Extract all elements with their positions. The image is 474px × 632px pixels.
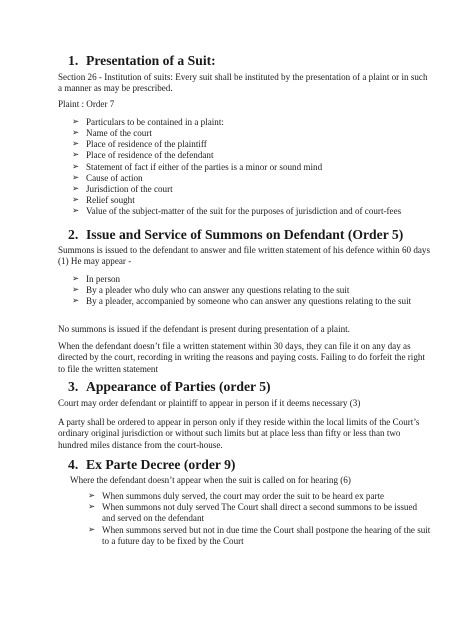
section-2-paragraph-1: Summons is issued to the defendant to answer and file written statement of his defence within 60 days (1) He may appear - (58, 245, 431, 267)
list-item-text: Name of the court (86, 128, 152, 138)
list-item-text: Place of residence of the plaintiff (86, 139, 207, 149)
section-3-paragraph-2: A party shall be ordered to appear in person only if they reside within the local limits of the Court’s ordinary original jurisdiction or without such limits but at place less than fifty or less than two hundred miles distance from the court-house. (58, 417, 420, 450)
section-4-number: 4. (68, 457, 79, 472)
list-item-text: Cause of action (86, 173, 143, 183)
list-item-text: When summons duly served, the court may order the suit to be heard ex parte (102, 491, 385, 501)
arrow-bullet-icon: ➢ (72, 173, 80, 183)
section-4-title: Ex Parte Decree (order 9) (86, 457, 236, 472)
section-1-number: 1. (68, 53, 79, 68)
section-3-heading (68, 381, 271, 392)
section-1-paragraph-2: Plaint : Order 7 (58, 99, 115, 109)
list-item (72, 128, 430, 139)
list-item (72, 285, 430, 296)
arrow-bullet-icon: ➢ (72, 150, 80, 160)
list-item (72, 296, 430, 307)
list-item (72, 195, 430, 206)
section-2-paragraph-2: No summons is issued if the defendant is present during presentation of a plaint. (58, 324, 350, 334)
arrow-bullet-icon: ➢ (72, 117, 80, 127)
arrow-bullet-icon: ➢ (72, 296, 80, 306)
section-2-number: 2. (68, 227, 79, 242)
list-item-text: Relief sought (86, 195, 135, 205)
section-4-paragraph-1: Where the defendant doesn’t appear when the suit is called on for hearing (6) (70, 475, 351, 485)
list-item-text: Jurisdiction of the court (86, 184, 173, 194)
section-2-heading (68, 229, 403, 240)
list-item-text: Place of residence of the defendant (86, 150, 214, 160)
arrow-bullet-icon: ➢ (72, 195, 80, 205)
section-3-title: Appearance of Parties (order 5) (86, 379, 271, 394)
list-item (72, 274, 430, 285)
arrow-bullet-icon: ➢ (88, 491, 96, 501)
section-4-heading (68, 459, 235, 470)
section-2-paragraph-3: When the defendant doesn’t file a written statement within 30 days, they can file it on any day as directed by the court, recording in writing the reasons and paying costs. Failing to do forfeit the right to file the written statement (58, 341, 425, 374)
list-item-text: Particulars to be contained in a plaint: (86, 117, 224, 127)
list-item (72, 173, 430, 184)
list-item-text: In person (86, 274, 121, 284)
list-item (72, 117, 430, 128)
list-item-text: When summons served but not in due time the Court shall postpone the hearing of the suit to a future day to be fixed by the Court (102, 525, 431, 547)
arrow-bullet-icon: ➢ (72, 128, 80, 138)
list-item (72, 184, 430, 195)
arrow-bullet-icon: ➢ (72, 162, 80, 172)
arrow-bullet-icon: ➢ (72, 184, 80, 194)
section-3-paragraph-1: Court may order defendant or plaintiff to appear in person if it deems necessary (3) (58, 398, 361, 408)
list-item (88, 502, 432, 525)
arrow-bullet-icon: ➢ (88, 525, 96, 535)
list-item-text: Value of the subject-matter of the suit for the purposes of jurisdiction and of court-fees (86, 206, 402, 216)
list-item-text: Statement of fact if either of the parties is a minor or sound mind (86, 162, 323, 172)
list-item-text: By a pleader who duly who can answer any questions relating to the suit (86, 285, 350, 295)
arrow-bullet-icon: ➢ (88, 502, 96, 512)
section-1-title: Presentation of a Suit: (86, 53, 216, 68)
section-3-number: 3. (68, 379, 79, 394)
list-item (72, 162, 430, 173)
section-1-heading (68, 55, 216, 66)
list-item (72, 150, 430, 161)
list-item-text: By a pleader, accompanied by someone who can answer any questions relating to the suit (86, 296, 412, 306)
arrow-bullet-icon: ➢ (72, 139, 80, 149)
section-1-paragraph-1: Section 26 - Institution of suits: Every suit shall be instituted by the presentation of a plaint or in such a manner as may be prescribed. (58, 72, 428, 94)
list-item (72, 139, 430, 150)
arrow-bullet-icon: ➢ (72, 274, 80, 284)
list-item (72, 206, 430, 217)
arrow-bullet-icon: ➢ (72, 206, 80, 216)
list-item (88, 491, 432, 502)
section-2-title: Issue and Service of Summons on Defendant (Order 5) (86, 227, 404, 242)
list-item (88, 525, 432, 548)
arrow-bullet-icon: ➢ (72, 285, 80, 295)
list-item-text: When summons not duly served The Court shall direct a second summons to be issued and served on the defendant (102, 502, 418, 524)
